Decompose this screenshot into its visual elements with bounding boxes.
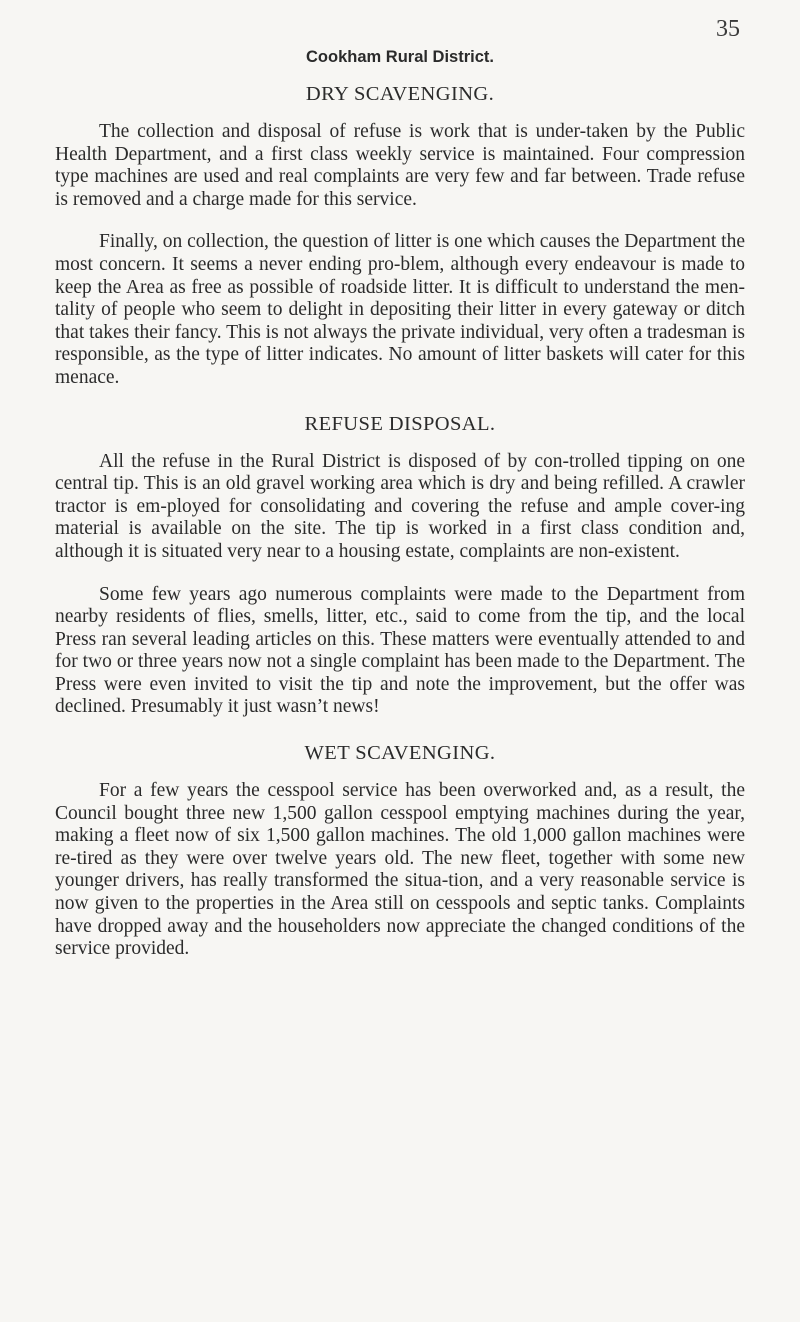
section-heading: WET SCAVENGING. [304,742,496,765]
paragraph: Some few years ago numerous complaints were made to the Department from nearby residents of flies, smells, litter, etc., said to come from the tip, and the local Press ran several leading articles on this. These matters were eventually attended to and for two or three years now not a single complaint has been made to the Department. The Press were even invited to visit the tip and note the improvement, but the offer was declined. Presumably it just wasn’t news! [55,583,745,718]
document-body [55,80,745,961]
paragraph: For a few years the cesspool service has been overworked and, as a result, the Council bought three new 1,500 gallon cesspool emptying machines during the year, making a fleet now of six 1,500 gallon machines. The old 1,000 gallon machines were re-tired as they were over twelve years old. The new fleet, together with some new younger drivers, has really transformed the situa-tion, and a very reasonable service is now given to the properties in the Area still on cesspools and septic tanks. Complaints have dropped away and the householders now appreciate the changed conditions of the service provided. [55,780,745,960]
running-head: Cookham Rural District. [306,48,494,66]
paragraph: The collection and disposal of refuse is work that is under-taken by the Public Health Department, and a first class weekly service is maintained. Four compression type machines are used and real complaints are very few and far between. Trade refuse is removed and a charge made for this service. [55,121,745,210]
paragraph: All the refuse in the Rural District is disposed of by con-trolled tipping on one central tip. This is an old gravel working area which is dry and being refilled. A crawler tractor is em-ployed for consolidating and covering the refuse and ample cover-ing material is available on the site. The tip is worked in a first class condition and, although it is situated very near to a housing estate, complaints are non-existent. [55,450,745,562]
section-wet-scavenging [55,739,745,961]
section-refuse-disposal [55,410,745,720]
section-heading: REFUSE DISPOSAL. [304,412,496,435]
section-heading: DRY SCAVENGING. [305,83,495,105]
section-dry-scavenging [55,80,745,390]
paragraph: Finally, on collection, the question of litter is one which causes the Department the most concern. It seems a never ending pro-blem, although every endeavour is made to keep the Area as free as possible of roadside litter. It is difficult to understand the men-tality of people who seem to delight in depositing their litter in every gateway or ditch that takes their fancy. This is not always the private individual, very often a tradesman is responsible, as the type of litter indicates. No amount of litter baskets will cater for this menace. [55,231,745,388]
page-number: 35 [716,16,740,42]
